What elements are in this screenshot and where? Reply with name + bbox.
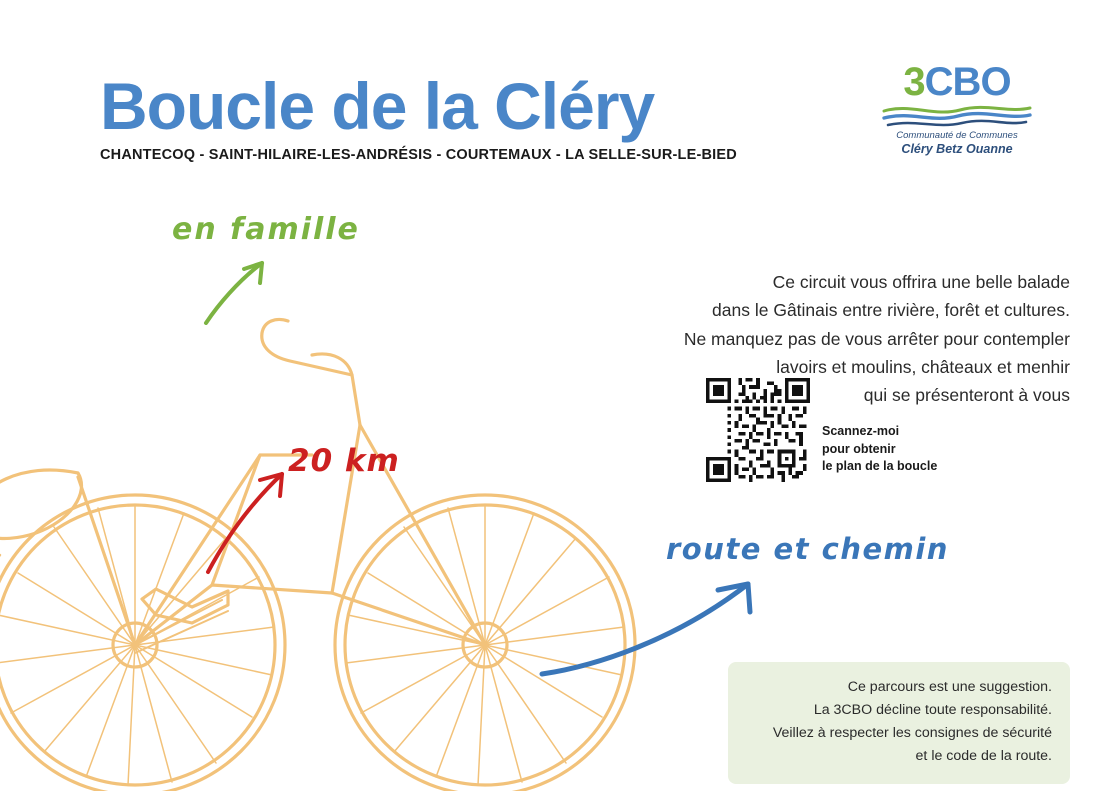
disclaimer-line-2: La 3CBO décline toute responsabilité.: [813, 702, 1052, 718]
qr-caption: [822, 423, 937, 482]
logo-3cbo: [882, 62, 1032, 156]
logo-wordmark: [882, 62, 1032, 102]
disclaimer-line-3: Veillez à respecter les consignes de sécurité: [772, 725, 1052, 741]
qr-caption-line-3: le plan de la boucle: [822, 459, 938, 474]
description-line-4: lavoirs et moulins, châteaux et menhir: [776, 357, 1070, 378]
annotation-family: en famille: [172, 212, 360, 247]
qr-block: [706, 378, 937, 482]
description-line-2: dans le Gâtinais entre rivière, forêt et cultures.: [712, 300, 1070, 321]
description-line-1: Ce circuit vous offrira une belle balade: [772, 272, 1070, 292]
description-line-5: qui se présenteront à vous: [863, 385, 1070, 406]
qr-code-image[interactable]: [706, 378, 810, 482]
logo-tagline-2: Cléry Betz Ouanne: [901, 142, 1013, 156]
logo-tagline-1: Communauté de Communes: [896, 130, 1018, 141]
description-line-3: Ne manquez pas de vous arrêter pour contempler: [683, 328, 1070, 349]
logo-mark-letters: CBO: [924, 60, 1011, 104]
disclaimer-line-4: et le code de la route.: [915, 748, 1052, 764]
qr-caption-line-1: Scannez-moi: [822, 423, 900, 438]
logo-wave-icon: [882, 103, 1032, 129]
annotation-distance: 20 km: [288, 443, 400, 479]
page-subtitle: CHANTECOQ - SAINT-HILAIRE-LES-ANDRÉSIS - COURTEMAUX - LA SELLE-SUR-LE-BIED: [100, 146, 737, 163]
logo-mark-number: 3: [903, 60, 925, 104]
annotation-route: route et chemin: [666, 532, 949, 566]
arrow-family-icon: [196, 255, 286, 325]
arrow-distance-icon: [196, 460, 306, 575]
disclaimer-line-1: Ce parcours est une suggestion.: [847, 679, 1052, 695]
qr-caption-line-2: pour obtenir: [822, 441, 896, 456]
title-block: [100, 69, 880, 163]
disclaimer-box: [728, 662, 1070, 784]
page-title: Boucle de la Cléry: [100, 69, 655, 143]
